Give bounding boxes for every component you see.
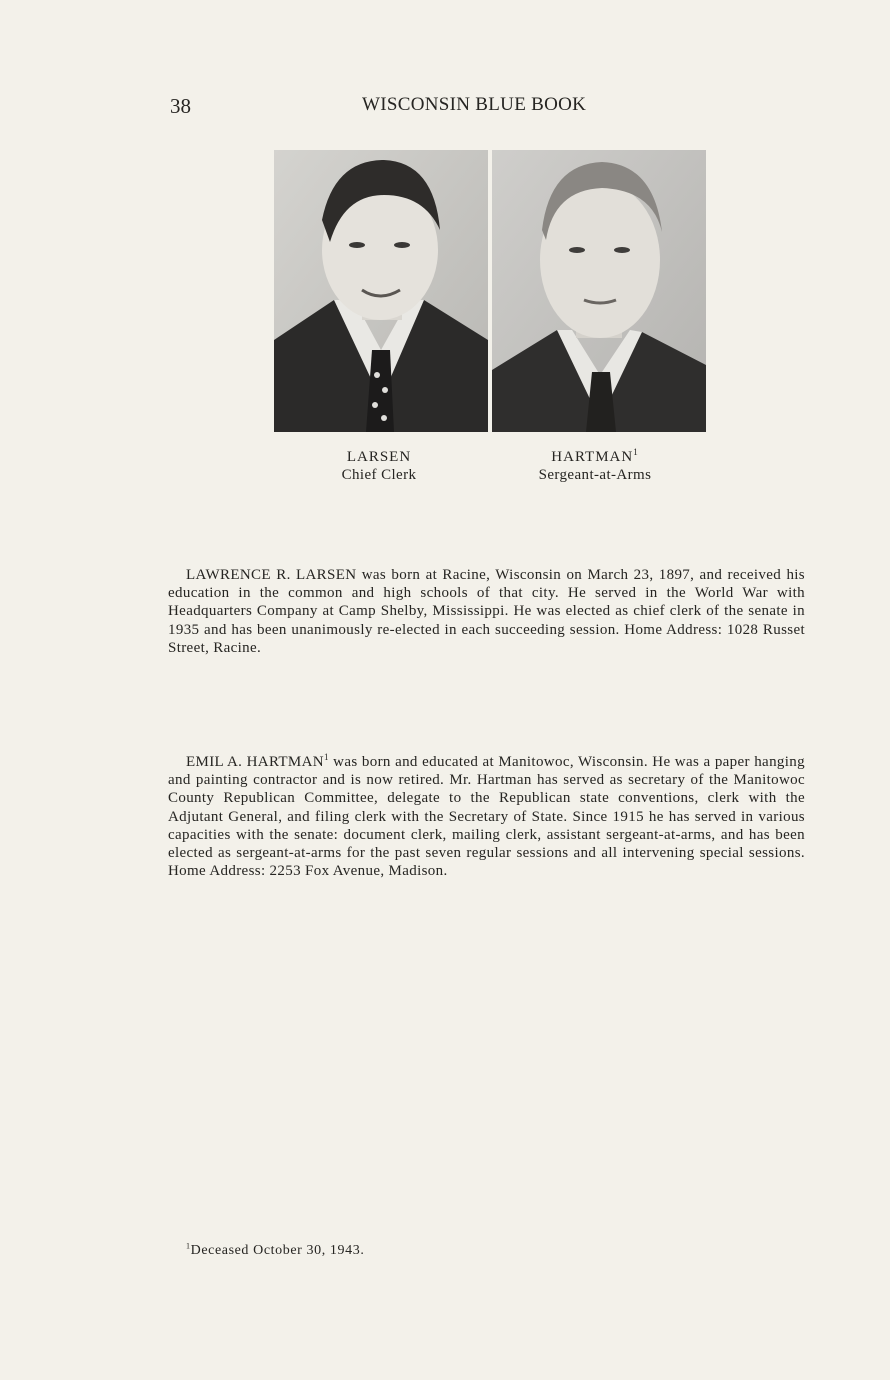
- bio-larsen-text: LAWRENCE R. LARSEN was born at Racine, Wisconsin on March 23, 1897, and received his education in the common and high schools of that city. He served in the World War with Headquarters Company at Camp Shelby, Mississippi. He was elected as chief clerk of the senate in 1935 and has been unanimously re-elected in each succeeding session. Home Address: 1028 Russet Street, Racine.: [168, 567, 805, 656]
- portrait-photo-hartman: [492, 150, 706, 432]
- running-head: WISCONSIN BLUE BOOK: [362, 94, 587, 115]
- bio-larsen: [168, 566, 805, 657]
- page-number: 38: [170, 94, 191, 118]
- bio-hartman-lead: EMIL A. HARTMAN: [186, 754, 324, 770]
- caption-hartman: [500, 448, 690, 484]
- bio-hartman-paragraph: [168, 753, 805, 880]
- caption-name: [500, 448, 690, 466]
- footnote: [186, 1243, 364, 1259]
- caption-name-text: LARSEN: [346, 449, 412, 465]
- caption-name: [294, 448, 464, 466]
- caption-title: Chief Clerk: [341, 467, 417, 483]
- bio-hartman-text: was born and educated at Manitowoc, Wisconsin. He was a paper hanging and painting contractor and is now retired. Mr. Hartman has served as secretary of the Manitowoc County Republican Committee, delegate to the Republican state conventions, clerk with the Adjutant General, and filing clerk with the Secretary of State. Since 1915 he has served in various capacities with the senate: document clerk, mailing clerk, assistant sergeant-at-arms, and has been elected as sergeant-at-arms for the past seven regular sessions and all intervening special sessions. Home Address: 2253 Fox Avenue, Madison.: [168, 754, 805, 880]
- footnote-mark: 1: [633, 447, 639, 457]
- portrait-photos: [274, 150, 706, 432]
- footnote-text: Deceased October 30, 1943.: [190, 1243, 365, 1258]
- caption-name-text: HARTMAN: [551, 449, 634, 465]
- caption-title: Sergeant-at-Arms: [538, 467, 652, 483]
- footnote-mark: 1: [186, 1241, 191, 1251]
- caption-larsen: [294, 448, 464, 484]
- bio-hartman: [168, 753, 805, 880]
- footnote-mark: 1: [323, 752, 329, 762]
- portrait-photo-larsen: [274, 150, 488, 432]
